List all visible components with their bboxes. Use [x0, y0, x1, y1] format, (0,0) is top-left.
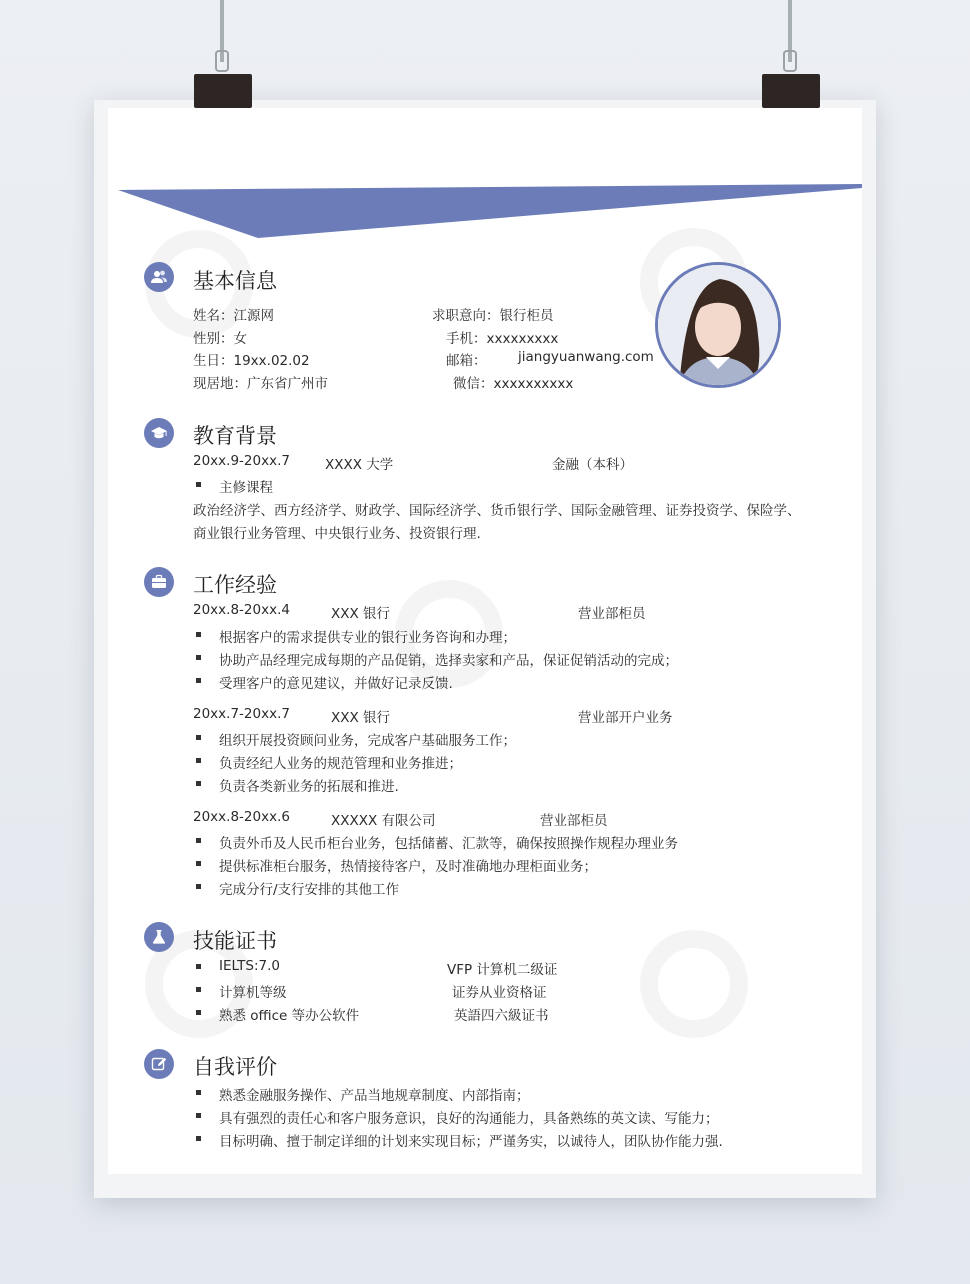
job-duty: 根据客户的需求提供专业的银行业务咨询和办理； — [219, 630, 516, 646]
wechat-field: 微信：xxxxxxxxxx — [453, 376, 574, 392]
job-position: 营业部开户业务 — [578, 710, 673, 726]
job-company: XXXXX 有限公司 — [331, 813, 436, 829]
email-value: jiangyuanwang.com — [518, 349, 654, 365]
gender-field: 性别：女 — [193, 331, 247, 347]
job-period: 20xx.8-20xx.4 — [193, 602, 290, 618]
job-position: 营业部柜员 — [578, 606, 646, 622]
profile-photo — [655, 262, 781, 388]
self-eval-item: 熟悉金融服务操作、产品当地规章制度、内部指南； — [219, 1088, 530, 1104]
watermark-logo — [640, 930, 748, 1038]
bullet — [196, 632, 201, 637]
skill-item: 计算机等级 — [219, 985, 287, 1001]
job-intent-field: 求职意向：银行柜员 — [432, 308, 554, 324]
clip-ring-left — [215, 50, 229, 72]
skill-item: IELTS:7.0 — [219, 958, 281, 974]
bullet — [196, 1136, 201, 1141]
bullet — [196, 964, 201, 969]
bullet — [196, 1090, 201, 1095]
job-duty: 负责各类新业务的拓展和推进. — [219, 779, 399, 795]
binder-clip-right — [762, 74, 820, 108]
job-period: 20xx.8-20xx.6 — [193, 809, 290, 825]
courses-line-2: 商业银行业务管理、中央银行业务、投资银行理. — [193, 526, 481, 542]
bullet — [196, 678, 201, 683]
job-position: 营业部柜员 — [540, 813, 608, 829]
bullet — [196, 1010, 201, 1015]
bullet — [196, 781, 201, 786]
name-field: 姓名：江源网 — [193, 308, 274, 324]
courses-line-1: 政治经济学、西方经济学、财政学、国际经济学、货币银行学、国际金融管理、证券投资学、保险学、 — [193, 503, 801, 519]
email-label: 邮箱： — [446, 353, 487, 369]
skill-item: 熟悉 office 等办公软件 — [219, 1008, 360, 1024]
bullet — [196, 1113, 201, 1118]
bullet — [196, 758, 201, 763]
certificate-item: 英語四六級证书 — [454, 1008, 549, 1024]
self-eval-item: 目标明确、擅于制定详细的计划来实现目标；严谨务实，以诚待人，团队协作能力强. — [219, 1134, 723, 1150]
address-field: 现居地：广东省广州市 — [193, 376, 328, 392]
job-duty: 负责外币及人民币柜台业务，包括储蓄、汇款等，确保按照操作规程办理业务 — [219, 836, 678, 852]
bullet — [196, 735, 201, 740]
job-duty: 负责经纪人业务的规范管理和业务推进； — [219, 756, 462, 772]
bullet — [196, 861, 201, 866]
phone-field: 手机：xxxxxxxxx — [446, 331, 559, 347]
clip-ring-right — [783, 50, 797, 72]
education-school: XXXX 大学 — [325, 457, 394, 473]
job-duty: 组织开展投资顾问业务，完成客户基础服务工作； — [219, 733, 516, 749]
job-company: XXX 银行 — [331, 710, 391, 726]
education-period: 20xx.9-20xx.7 — [193, 453, 290, 469]
section-title-self: 自我评价 — [193, 1055, 277, 1079]
courses-label: 主修课程 — [219, 480, 273, 496]
job-duty: 完成分行/支行安排的其他工作 — [219, 882, 400, 898]
self-eval-item: 具有强烈的责任心和客户服务意识，良好的沟通能力，具备熟练的英文读、写能力； — [219, 1111, 719, 1127]
section-title-work: 工作经验 — [193, 573, 277, 597]
bullet — [196, 482, 201, 487]
briefcase-icon — [144, 567, 174, 597]
certificate-item: VFP 计算机二级证 — [447, 962, 558, 978]
job-duty: 协助产品经理完成每期的产品促销，选择卖家和产品，保证促销活动的完成； — [219, 653, 678, 669]
binder-clip-left — [194, 74, 252, 108]
section-title-education: 教育背景 — [193, 424, 277, 448]
user-group-icon — [144, 262, 174, 292]
certificate-item: 证券从业资格证 — [452, 985, 547, 1001]
section-title-basic: 基本信息 — [193, 269, 277, 293]
avatar-illustration — [658, 265, 778, 385]
edit-pen-icon — [144, 1049, 174, 1079]
header-banner — [118, 184, 862, 240]
job-company: XXX 银行 — [331, 606, 391, 622]
job-duty: 受理客户的意见建议，并做好记录反馈. — [219, 676, 453, 692]
job-period: 20xx.7-20xx.7 — [193, 706, 290, 722]
bullet — [196, 884, 201, 889]
bullet — [196, 655, 201, 660]
bullet — [196, 987, 201, 992]
graduation-cap-icon — [144, 418, 174, 448]
education-major: 金融（本科） — [552, 457, 633, 473]
flask-icon — [144, 922, 174, 952]
bullet — [196, 838, 201, 843]
birth-field: 生日：19xx.02.02 — [193, 353, 310, 369]
job-duty: 提供标准柜台服务，热情接待客户，及时准确地办理柜面业务； — [219, 859, 597, 875]
section-title-skills: 技能证书 — [193, 929, 277, 953]
